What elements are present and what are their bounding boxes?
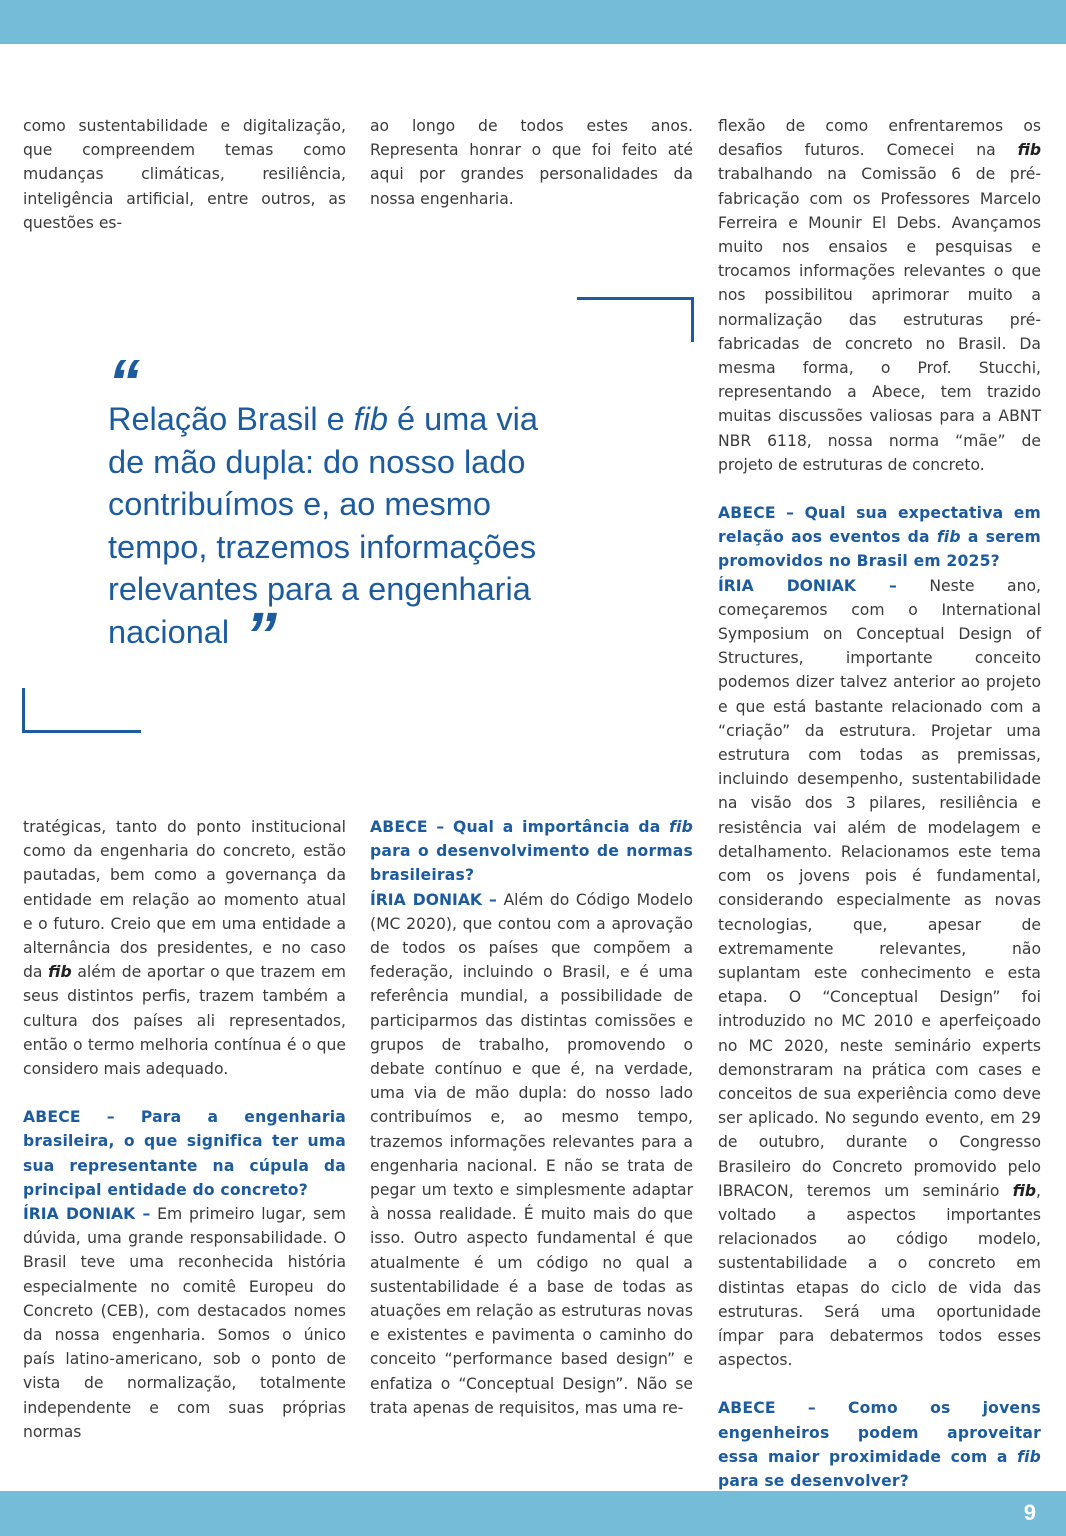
interview-answer: ÍRIA DONIAK – Além do Código Modelo (MC 2020), que contou com a aprovação de todos os países que compõem a federação, incluindo o Brasil, e é uma referência mundial, a possibilidade de participarmos das distintas comissões e grupos de trabalho, promovendo o debate contínuo e que é, na verdade, uma via de mão dupla: do nosso lado contribuímos e, ao mesmo tempo, trazemos informações relevantes para a engenharia nacional. E não se trata de pegar um texto e simplesmente adaptar à nossa realidade. É muito mais do que isso. Outro aspecto fundamental é que atualmente é um código no qual a sustentabilidade é a base de todas as atuações em relação as estruturas novas e existentes e pavimenta o caminho do conceito “performance based design” e enfatiza o “Conceptual Design”. Não se trata apenas de requisitos, mas uma re-: [370, 890, 693, 1417]
interview-question: ABECE – Como os jovens engenheiros podem aproveitar essa maior proximidade com a fib para se desenvolver?: [718, 1399, 1041, 1490]
pull-quote: Relação Brasil e fib é uma via de mão dupla: do nosso lado contribuímos e, ao mesmo tempo, trazemos informações relevantes para a engenharia nacional: [108, 401, 538, 650]
interview-answer: ÍRIA DONIAK – Em primeiro lugar, sem dúvida, uma grande responsabilidade. O Brasil teve uma reconhecida história especialmente no comitê Europeu do Concreto (CEB), com destacados nomes da nossa engenharia. Somos o único país latino-americano, sob o ponto de vista de normalização, totalmente independente e com suas próprias normas: [23, 1205, 346, 1441]
column-2-bottom: [370, 815, 693, 1420]
fib-term: fib: [353, 401, 388, 437]
paragraph: como sustentabilidade e digitalização, que compreendem temas como mudanças climáticas, resiliência, inteligência artificial, entre outros, as questões es-: [23, 117, 346, 232]
fib-term: fib: [669, 818, 693, 836]
page-number: 9: [1023, 1500, 1036, 1525]
fib-term: fib: [1017, 1447, 1041, 1466]
fib-term: fib: [936, 528, 961, 547]
speaker-name: ÍRIA DONIAK –: [23, 1205, 151, 1224]
paragraph: ao longo de todos estes anos. Representa honrar o que foi feito até aqui por grandes personalidades da nossa engenharia.: [370, 117, 693, 208]
column-3: [718, 114, 1041, 1493]
interview-answer: ÍRIA DONIAK – Neste ano, começaremos com o International Symposium on Conceptual Design of Structures, importante conceito podemos dizer talvez anterior ao projeto e que está bastante relacionado com a “criação” da estrutura. Projetar uma estrutura com todas as premissas, incluindo desempenho, sustentabilidade na visão dos 3 pilares, resiliência e resistência vai além de modelagem e detalhamento. Relacionamos este tema com os jovens pois é fundamental, considerando especialmente as novas tecnologias, que, apesar de extremamente relevantes, não suplantam este conhecimento e esta etapa. O “Conceptual Design” foi introduzido no MC 2010 e aperfeiçoado no MC 2020, neste seminário experts demonstraram na prática com cases e conceitos de sua experiência como deve ser aplicado. No segundo evento, em 29 de outubro, durante o Congresso Brasileiro do Concreto promovido pelo IBRACON, teremos um seminário fib, voltado a aspectos importantes relacionados ao código modelo, sustentabilidade a o concreto em distintas etapas do ciclo de vida das estruturas. Será uma oportunidade ímpar para debatermos todos esses aspectos.: [718, 576, 1041, 1370]
fib-term: fib: [48, 963, 72, 982]
column-1-bottom: [23, 815, 346, 1444]
fib-term: fib: [1017, 141, 1041, 160]
interview-question: ABECE – Para a engenharia brasileira, o que significa ter uma sua representante na cúpula da principal entidade do concreto?: [23, 1108, 346, 1199]
footer-bar: [0, 1491, 1066, 1536]
interview-question: ABECE – Qual a importância da fib para o desenvolvimento de normas brasileiras?: [370, 818, 693, 885]
corner-bracket-bottom-left: [22, 688, 141, 733]
fib-term: fib: [1012, 1181, 1037, 1200]
speaker-name: ÍRIA DONIAK –: [370, 890, 497, 909]
header-bar: [0, 0, 1066, 44]
interview-question: ABECE – Qual sua expectativa em relação aos eventos da fib a serem promovidos no Brasil em 2025?: [718, 504, 1041, 571]
close-quote-icon: ”: [245, 599, 277, 671]
paragraph: tratégicas, tanto do ponto institucional como da engenharia do concreto, estão pautadas, bem como a governança da entidade em relação ao momento atual e o futuro. Creio que em uma entidade a alternância dos presidentes, e no caso da fib além de aportar o que trazem em seus distintos perfis, trazem também a cultura dos países ali representados, então o termo melhoria contínua é o que considero mais adequado.: [23, 818, 346, 1079]
paragraph: flexão de como enfrentaremos os desafios futuros. Comecei na fib trabalhando na Comissão 6 de pré-fabricação com os Professores Marcelo Ferreira e Mounir El Debs. Avançamos muito nos ensaios e pesquisas e trocamos informações relevantes o que nos possibilitou aprimorar muito a normalização das estruturas pré-fabricadas de concreto no Brasil. Da mesma forma, o Prof. Stucchi, representando a Abece, tem trazido muitas discussões valiosas para a ABNT NBR 6118, nossa norma “mãe” de projeto de estruturas de concreto.: [718, 117, 1041, 474]
open-quote-icon: “: [108, 346, 140, 418]
corner-bracket-top-right: [577, 297, 694, 342]
column-1-top: [23, 114, 346, 235]
speaker-name: ÍRIA DONIAK –: [718, 576, 897, 595]
column-2-top: [370, 114, 693, 211]
